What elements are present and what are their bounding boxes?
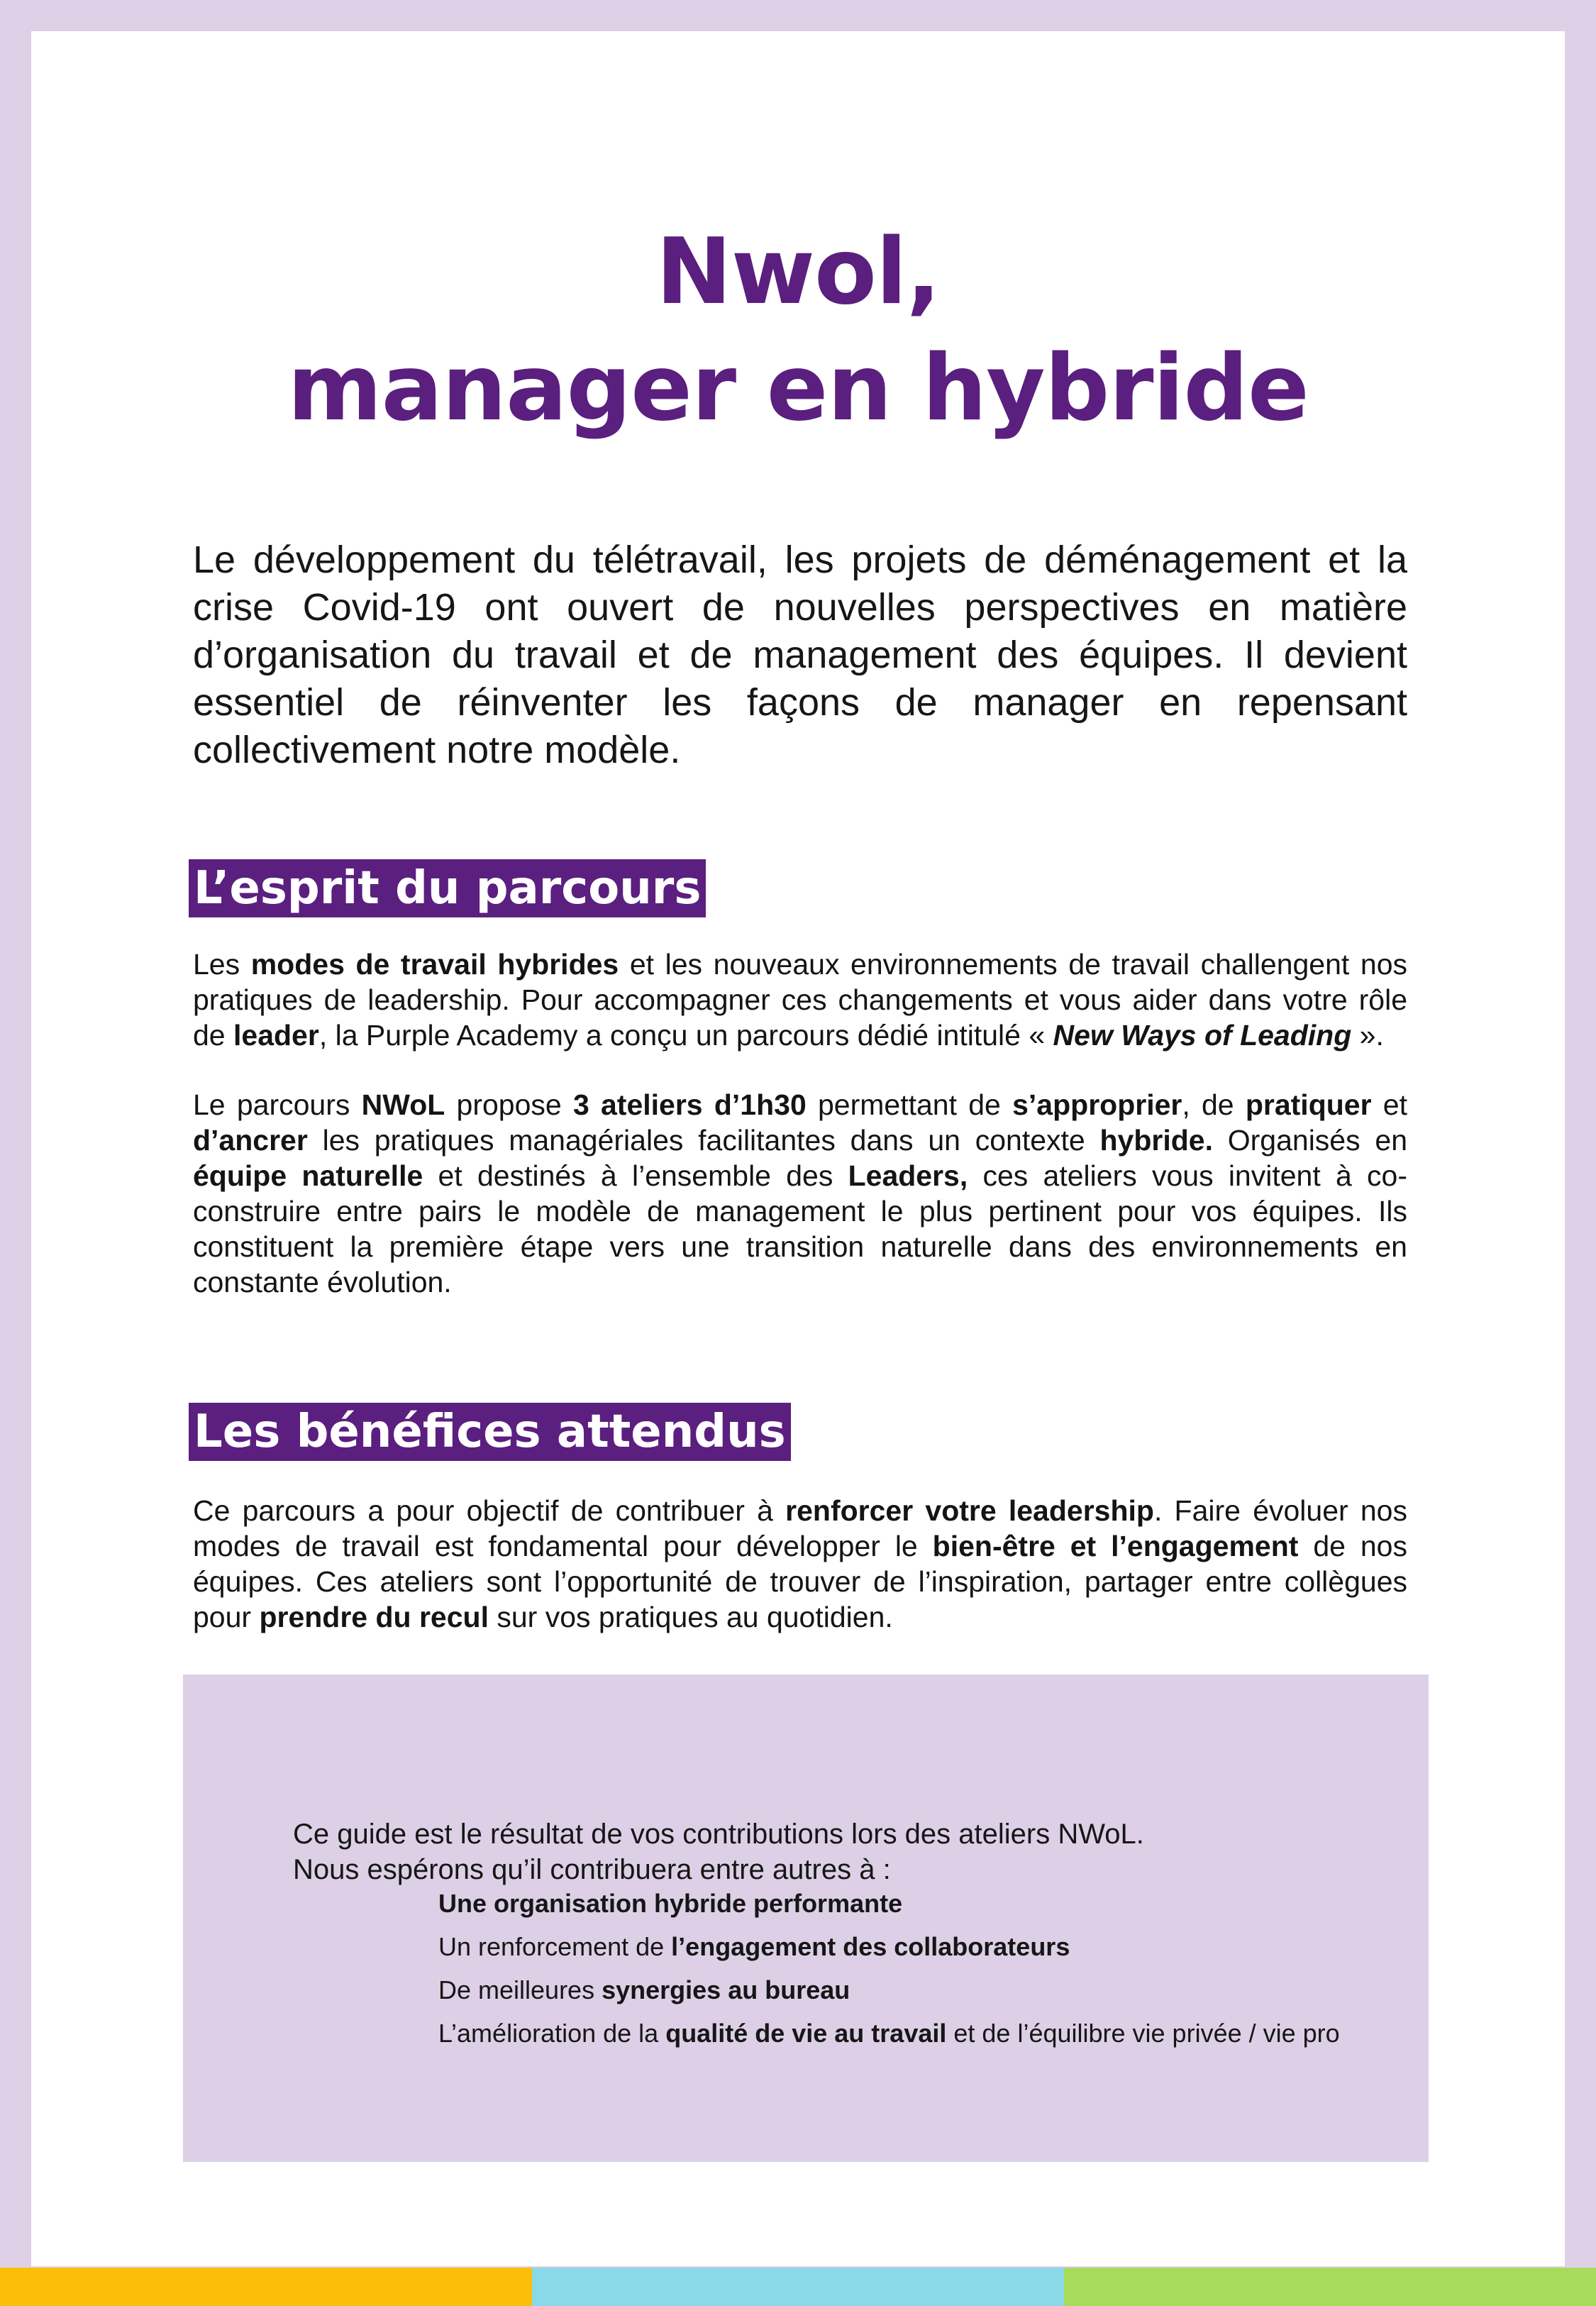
text-run: . Faire évoluer nos modes de travail est fondamental pour développer le [193, 1494, 1407, 1562]
bold-text: Leaders, [848, 1159, 968, 1192]
text-run: , de [1182, 1088, 1246, 1121]
benefits-list [438, 1882, 1340, 2055]
color-bar-green [1064, 2268, 1596, 2306]
intro-paragraph: Le développement du télétravail, les projets de déménagement et la crise Covid-19 ont ouvert de nouvelles perspectives en matière d’organisation du travail et de management des équipes. Il devient essentiel de réinventer les façons de manager en repensant collectivement notre modèle. [193, 539, 1407, 771]
bold-text: qualité de vie au travail [665, 2019, 947, 2048]
bold-text: leader [233, 1019, 319, 1052]
bold-text: NWoL [361, 1088, 445, 1121]
text-run: permettant de [806, 1088, 1013, 1121]
list-item [438, 1968, 1340, 2012]
bold-text: modes de travail hybrides [250, 948, 619, 981]
text-run: et [1371, 1088, 1407, 1121]
page-title [31, 214, 1565, 447]
list-item [438, 1925, 1340, 1968]
text-run: ces ateliers vous invitent à co-construire entre pairs le modèle de management le plus pertinent pour vos équipes. Ils constituent la première étape vers une transition naturelle dans des environnements en constante évolution. [193, 1159, 1407, 1298]
text-run: ». [1351, 1019, 1384, 1052]
text-run: De meilleures [438, 1975, 602, 2004]
esprit-paragraph-2 [193, 1087, 1407, 1300]
text-run: les pratiques managériales facilitantes dans un contexte [307, 1124, 1100, 1157]
page-title-line-2: manager en hybride [287, 336, 1309, 441]
bold-text: l’engagement des collaborateurs [671, 1932, 1070, 1961]
text-run: et les nouveaux environnements de travail challengent nos pratiques de leadership. Pour accompagner ces changements et vous aider dans votre rôle de [193, 948, 1407, 1052]
bold-italic-text [1053, 1019, 1352, 1052]
page-title-line-1: Nwol, [655, 219, 941, 325]
text-run: Un renforcement de [438, 1932, 672, 1961]
benefices-paragraph [193, 1493, 1407, 1635]
list-item [438, 1882, 1340, 1925]
bold-text: bien-être et l’engagement [932, 1530, 1299, 1562]
bold-text: hybride. [1099, 1124, 1213, 1157]
bold-text: Une organisation hybride performante [438, 1889, 903, 1918]
text-run: Le parcours [193, 1088, 362, 1121]
text-run: sur vos pratiques au quotidien. [488, 1601, 893, 1633]
program-name: New Ways of Leading [1053, 1019, 1352, 1052]
text-run: L’amélioration de la [438, 2019, 666, 2048]
text-run: Ce parcours a pour objectif de contribuer à [193, 1494, 786, 1527]
callout-intro [293, 1816, 1144, 1887]
bottom-color-bar [0, 2268, 1596, 2306]
text-run: , la Purple Academy a conçu un parcours dédié intitulé « [318, 1019, 1053, 1052]
text-run: et de l’équilibre vie privée / vie pro [946, 2019, 1340, 2048]
callout-line-1: Ce guide est le résultat de vos contributions lors des ateliers NWoL. [293, 1819, 1144, 1850]
bold-text: s’approprier [1012, 1088, 1182, 1121]
bold-text: d’ancrer [193, 1124, 308, 1157]
bold-text: équipe naturelle [193, 1159, 423, 1192]
bold-text: renforcer votre leadership [785, 1494, 1154, 1527]
color-bar-yellow [0, 2268, 532, 2306]
text-run: propose [445, 1088, 573, 1121]
bold-text: pratiquer [1245, 1088, 1372, 1121]
text-run: de nos équipes. Ces ateliers sont l’opportunité de trouver de l’inspiration, partager entre collègues pour [193, 1530, 1407, 1633]
bold-text: prendre du recul [259, 1601, 489, 1633]
text-run: Les [193, 948, 251, 981]
section-heading-esprit: L’esprit du parcours [189, 859, 706, 917]
esprit-paragraph-1 [193, 947, 1407, 1053]
text-run: Organisés en [1212, 1124, 1407, 1157]
bold-text: synergies au bureau [602, 1975, 850, 2004]
color-bar-cyan [532, 2268, 1064, 2306]
document-page [31, 31, 1565, 2266]
text-run: et destinés à l’ensemble des [423, 1159, 848, 1192]
callout-line-2: Nous espérons qu’il contribuera entre autres à : [293, 1854, 891, 1885]
section-heading-benefices: Les bénéfices attendus [189, 1403, 791, 1461]
guide-callout-box [183, 1675, 1429, 2162]
list-item [438, 2012, 1340, 2055]
bold-text: 3 ateliers d’1h30 [572, 1088, 807, 1121]
